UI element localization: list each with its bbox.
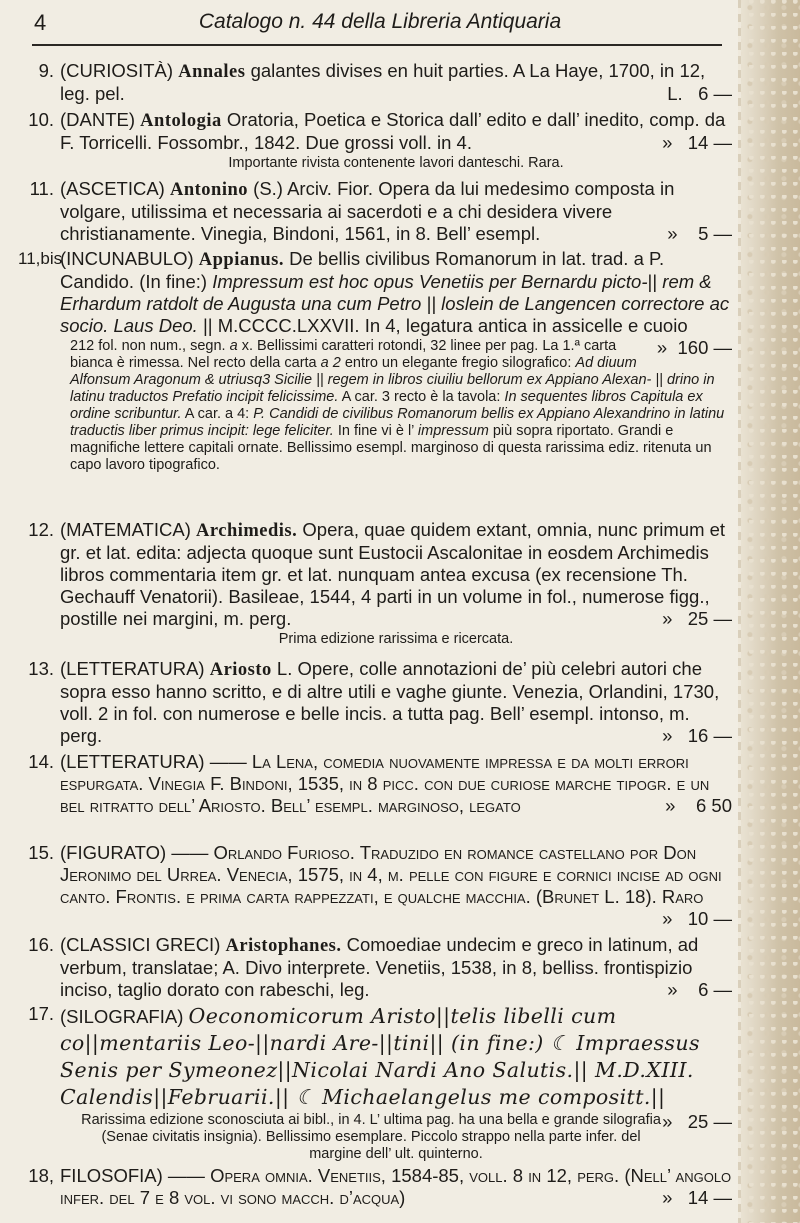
entry-price: » 25 — [662,1111,732,1132]
entry-number: 10. [28,109,54,130]
entry-subject: (SILOGRAFIA) [60,1006,189,1027]
note-italic: In sequentes libros Capitula ex ordine scribuntur. [70,389,703,422]
page-header [26,4,734,40]
entry-text: FILOSOFIA) —— Opera omnia. Venetiis, 1584-85, voll. 8 in 12, perg. (Nell’ angolo infer. del 7 e 8 vol. vi sono macch. d’acqua) [60,1165,732,1208]
entry-subject: (INCUNABULO) [60,248,199,269]
note-italic: a [229,338,238,354]
entry-author: Antonino [169,180,249,200]
entry-number: 13. [28,658,54,679]
entry-price: » 10 — [662,908,732,929]
note-italic: a 2 [320,355,341,371]
entry-subject: (DANTE) [60,109,141,130]
entry-price: » 25 — [662,608,732,629]
catalog-entry-18 [20,1165,732,1209]
note-italic: Ad diuum Alfonsum Aragonum & utriusq3 Sicilie || regem in libros ciuiliu bellorum ex Appiano Alexan- || drino in latinu traductos Prefatio incipit felicissime. [70,355,715,405]
entry-note: Rarissima edizione sconosciuta ai bibl., in 4. L’ ultima pag. ha una bella e grande silografia (Senae civitatis insignia). Bellissimo esemplare. Piccolo strappo nella parte infer. del margine dell’ ult. quinterno. [81,1112,661,1162]
catalog-entry-11 [20,178,732,245]
running-title: Catalogo n. 44 della Libreria Antiquaria [198,10,562,33]
entry-text: Opera, quae quidem extant, omnia, nunc primum et gr. et lat. edita: adjecta quoque sunt Eustocii Ascalonitae in eosdem Archimedis libros commentaria item gr. et lat. nunquam antea excusa (ex recensione Th. Gechauff Venatorii). Basileae, 1544, 4 parti in un volume in fol., numerose figg., postille nei margini, m. perg. [60,519,726,629]
entry-text: (FIGURATO) —— Orlando Furioso. Traduzido en romance castellano por Don Jeronimo del Urrea. Venecia, 1575, in 4, m. pelle con figure e cornici incise ad ogni canto. Frontis. e prima carta rappezzati, e qualche macchia. (Brunet L. 18). Raro [60,842,722,907]
entry-number: 11,bis [18,249,63,268]
colophon-text: Impressum est hoc opus Venetiis per Bernardu picto- [212,271,648,292]
catalog-entry-15 [20,842,732,930]
entry-subject: (CURIOSITÀ) [60,60,179,81]
entry-text: galantes divises en huit parties. A La Haye, 1700, in 12, leg. pel. [60,60,706,104]
entry-price: » 16 — [662,725,732,746]
gothic-title: Oeconomicorum Aristo||telis libelli cum co||mentariis Leo-||nardi Are-||tini|| (in fine:) ☾ Impraessus Senis per Symeonez||Nicolai Nardi Ano Salutis.|| M.D.XIII. Calendis||Februarii.|| ☾ Michaelangelus me compositt.|| [60,1004,700,1109]
entry-text: (S.) Arciv. Fior. Opera da lui medesimo composta in volgare, utilissima et necessaria ai sacerdoti e a chi desidera vivere christianamente. Vinegia, Bindoni, 1561, in 8. Bell’ esempl. [60,178,675,244]
entry-text: (LETTERATURA) —— La Lena, comedia nuovamente impressa e da molti errori espurgata. Vinegia F. Bindoni, 1535, in 8 picc. con due curiose marche tipogr. e un bel ritratto dell’ Ariosto. Bell’ esempl. marginoso, legato [60,751,710,816]
entry-number: 18, [28,1165,54,1186]
entry-price: » 6 50 [665,795,732,816]
catalog-entry-9 [20,60,732,105]
entry-price: » 6 — [667,979,732,1000]
entry-number: 15. [28,842,54,863]
page-edge [738,0,800,1223]
note-text: In fine vi è l’ [333,423,418,439]
catalog-entry-13 [20,658,732,747]
entry-author: Archimedis. [196,521,298,541]
entry-number: 14. [28,751,54,772]
entry-subject: (ASCETICA) [60,178,170,199]
note-italic: impressum [417,423,489,439]
entry-number: 16. [28,934,54,955]
entry-author: Antologia [140,111,222,131]
entry-number: 12. [28,519,54,540]
note-italic: P. Candidi de civilibus Romanorum bellis ex Appiano Alexandrino in latinu traductis liber primus incipit: lege feliciter. [70,406,725,439]
entry-text: L. Opere, colle annotazioni de’ più celebri autori che sopra esso hanno scritto, e di altre utili e vaghe giunte. Venezia, Orlandini, 1730, voll. 2 in fol. con numerose e belle incis. a tutta pag. Bell’ esempl. intonso, m. perg. [60,658,720,746]
entry-author: Appianus. [198,250,284,270]
entry-text: Comoediae undecim e greco in latinum, ad verbum, translatae; A. Divo interprete. Venetiis, 1538, in 8, belliss. frontispizio inciso, taglio dorato con rabeschi, leg. [60,934,699,1000]
entry-price: » 5 — [667,223,732,244]
entry-number: 9. [38,60,54,81]
entry-author: Aristophanes. [225,936,342,956]
note-text: A car. 3 recto è la tavola: [338,389,505,405]
note-text: più sopra riportato. Grandi e magnifiche lettere capitali ornate. Bellissimo esempl. marginoso di questa rarissima ediz. ritenuta un capo lavoro tipografico. [70,423,712,473]
entry-author: Annales [178,62,246,82]
entry-note [60,338,732,474]
entry-note: Importante rivista contenente lavori danteschi. Rara. [228,155,564,171]
note-text: x. Bellissimi caratteri rotondi, 32 linee per pag. La 1.ª carta bianca è rimessa. Nel recto della carta [70,338,617,371]
catalog-entry-16 [20,934,732,1001]
note-text: 212 fol. non num., segn. [70,338,230,354]
entry-subject: (CLASSICI GRECI) [60,934,226,955]
catalog-entry-12 [20,519,732,648]
catalog-entry-17 [20,1003,732,1163]
line-break-mark: || [647,271,663,292]
entry-price: L. 6 — [667,83,732,104]
entry-subject: (LETTERATURA) [60,658,210,679]
entry-author: Ariosto [209,660,272,680]
entry-text: || M.CCCC.LXXVII. In 4, legatura antica in assicelle e cuoio [197,315,688,336]
entry-price: » 14 — [662,132,732,153]
catalog-entry-14 [20,751,732,817]
header-rule [32,44,722,46]
entry-text: De bellis civilibus Romanorum in lat. trad. a P. Candido. (In fine:) [60,248,665,292]
catalog-entry-10 [20,109,732,172]
entry-subject: (MATEMATICA) [60,519,196,540]
entry-price: » 160 — [656,337,732,358]
entry-number: 17. [28,1003,54,1024]
note-text: entro un elegante fregio silografico: [340,355,576,371]
page-number: 4 [34,10,47,35]
entry-text: Oratoria, Poetica e Storica dall’ edito e dall’ inedito, comp. da F. Torricelli. Fossombr., 1842. Due grossi voll. in 4. [60,109,726,153]
catalog-entry-11bis [20,248,732,474]
entry-number: 11. [29,178,54,199]
entry-price: » 14 — [662,1187,732,1208]
colophon-text: rem & Erhardum ratdolt de Augusta una cum Petro || loslein de Langencen correctore ac socio. Laus Deo. [60,271,730,336]
entry-note: Prima edizione rarissima e ricercata. [278,631,514,647]
note-text: A car. a 4: [181,406,254,422]
